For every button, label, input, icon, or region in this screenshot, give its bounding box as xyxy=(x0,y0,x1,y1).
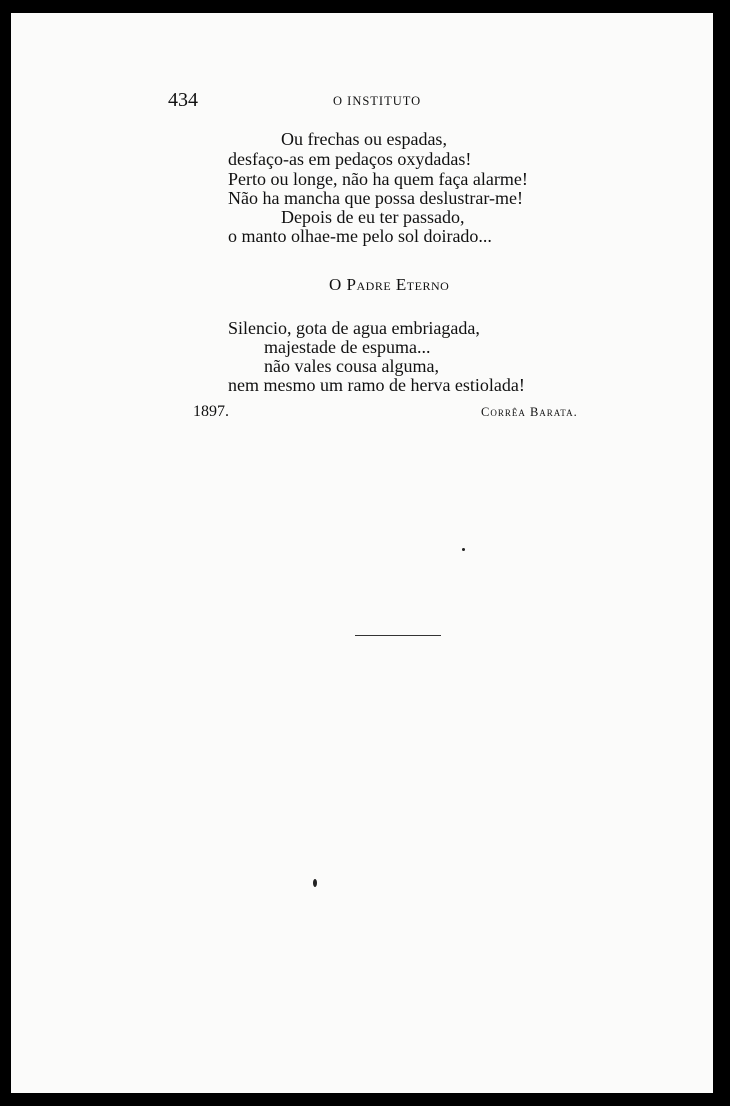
section-heading: O Padre Eterno xyxy=(329,275,450,294)
running-title: O INSTITUTO xyxy=(333,94,422,108)
page-number: 434 xyxy=(168,89,198,111)
poem-line: Ou frechas ou espadas, xyxy=(281,129,447,149)
poem-line: não vales cousa alguma, xyxy=(264,356,439,376)
end-rule xyxy=(355,635,441,636)
poem-line: nem mesmo um ramo de herva estiolada! xyxy=(228,375,525,395)
poem-line: Depois de eu ter passado, xyxy=(281,207,465,227)
print-speck xyxy=(462,548,465,551)
poem-line: Perto ou longe, não ha quem faça alarme! xyxy=(228,169,528,189)
poem-line: majestade de espuma... xyxy=(264,337,431,357)
date-line: 1897. xyxy=(193,403,229,420)
author-signature: Corrêa Barata. xyxy=(481,405,578,419)
poem-line: desfaço-as em pedaços oxydadas! xyxy=(228,149,472,169)
poem-line: Não ha mancha que possa deslustrar-me! xyxy=(228,188,524,208)
poem-line: o manto olhae-me pelo sol doirado... xyxy=(228,226,492,246)
book-page xyxy=(11,13,713,1093)
print-speck xyxy=(313,879,317,887)
poem-line: Silencio, gota de agua embriagada, xyxy=(228,318,480,338)
